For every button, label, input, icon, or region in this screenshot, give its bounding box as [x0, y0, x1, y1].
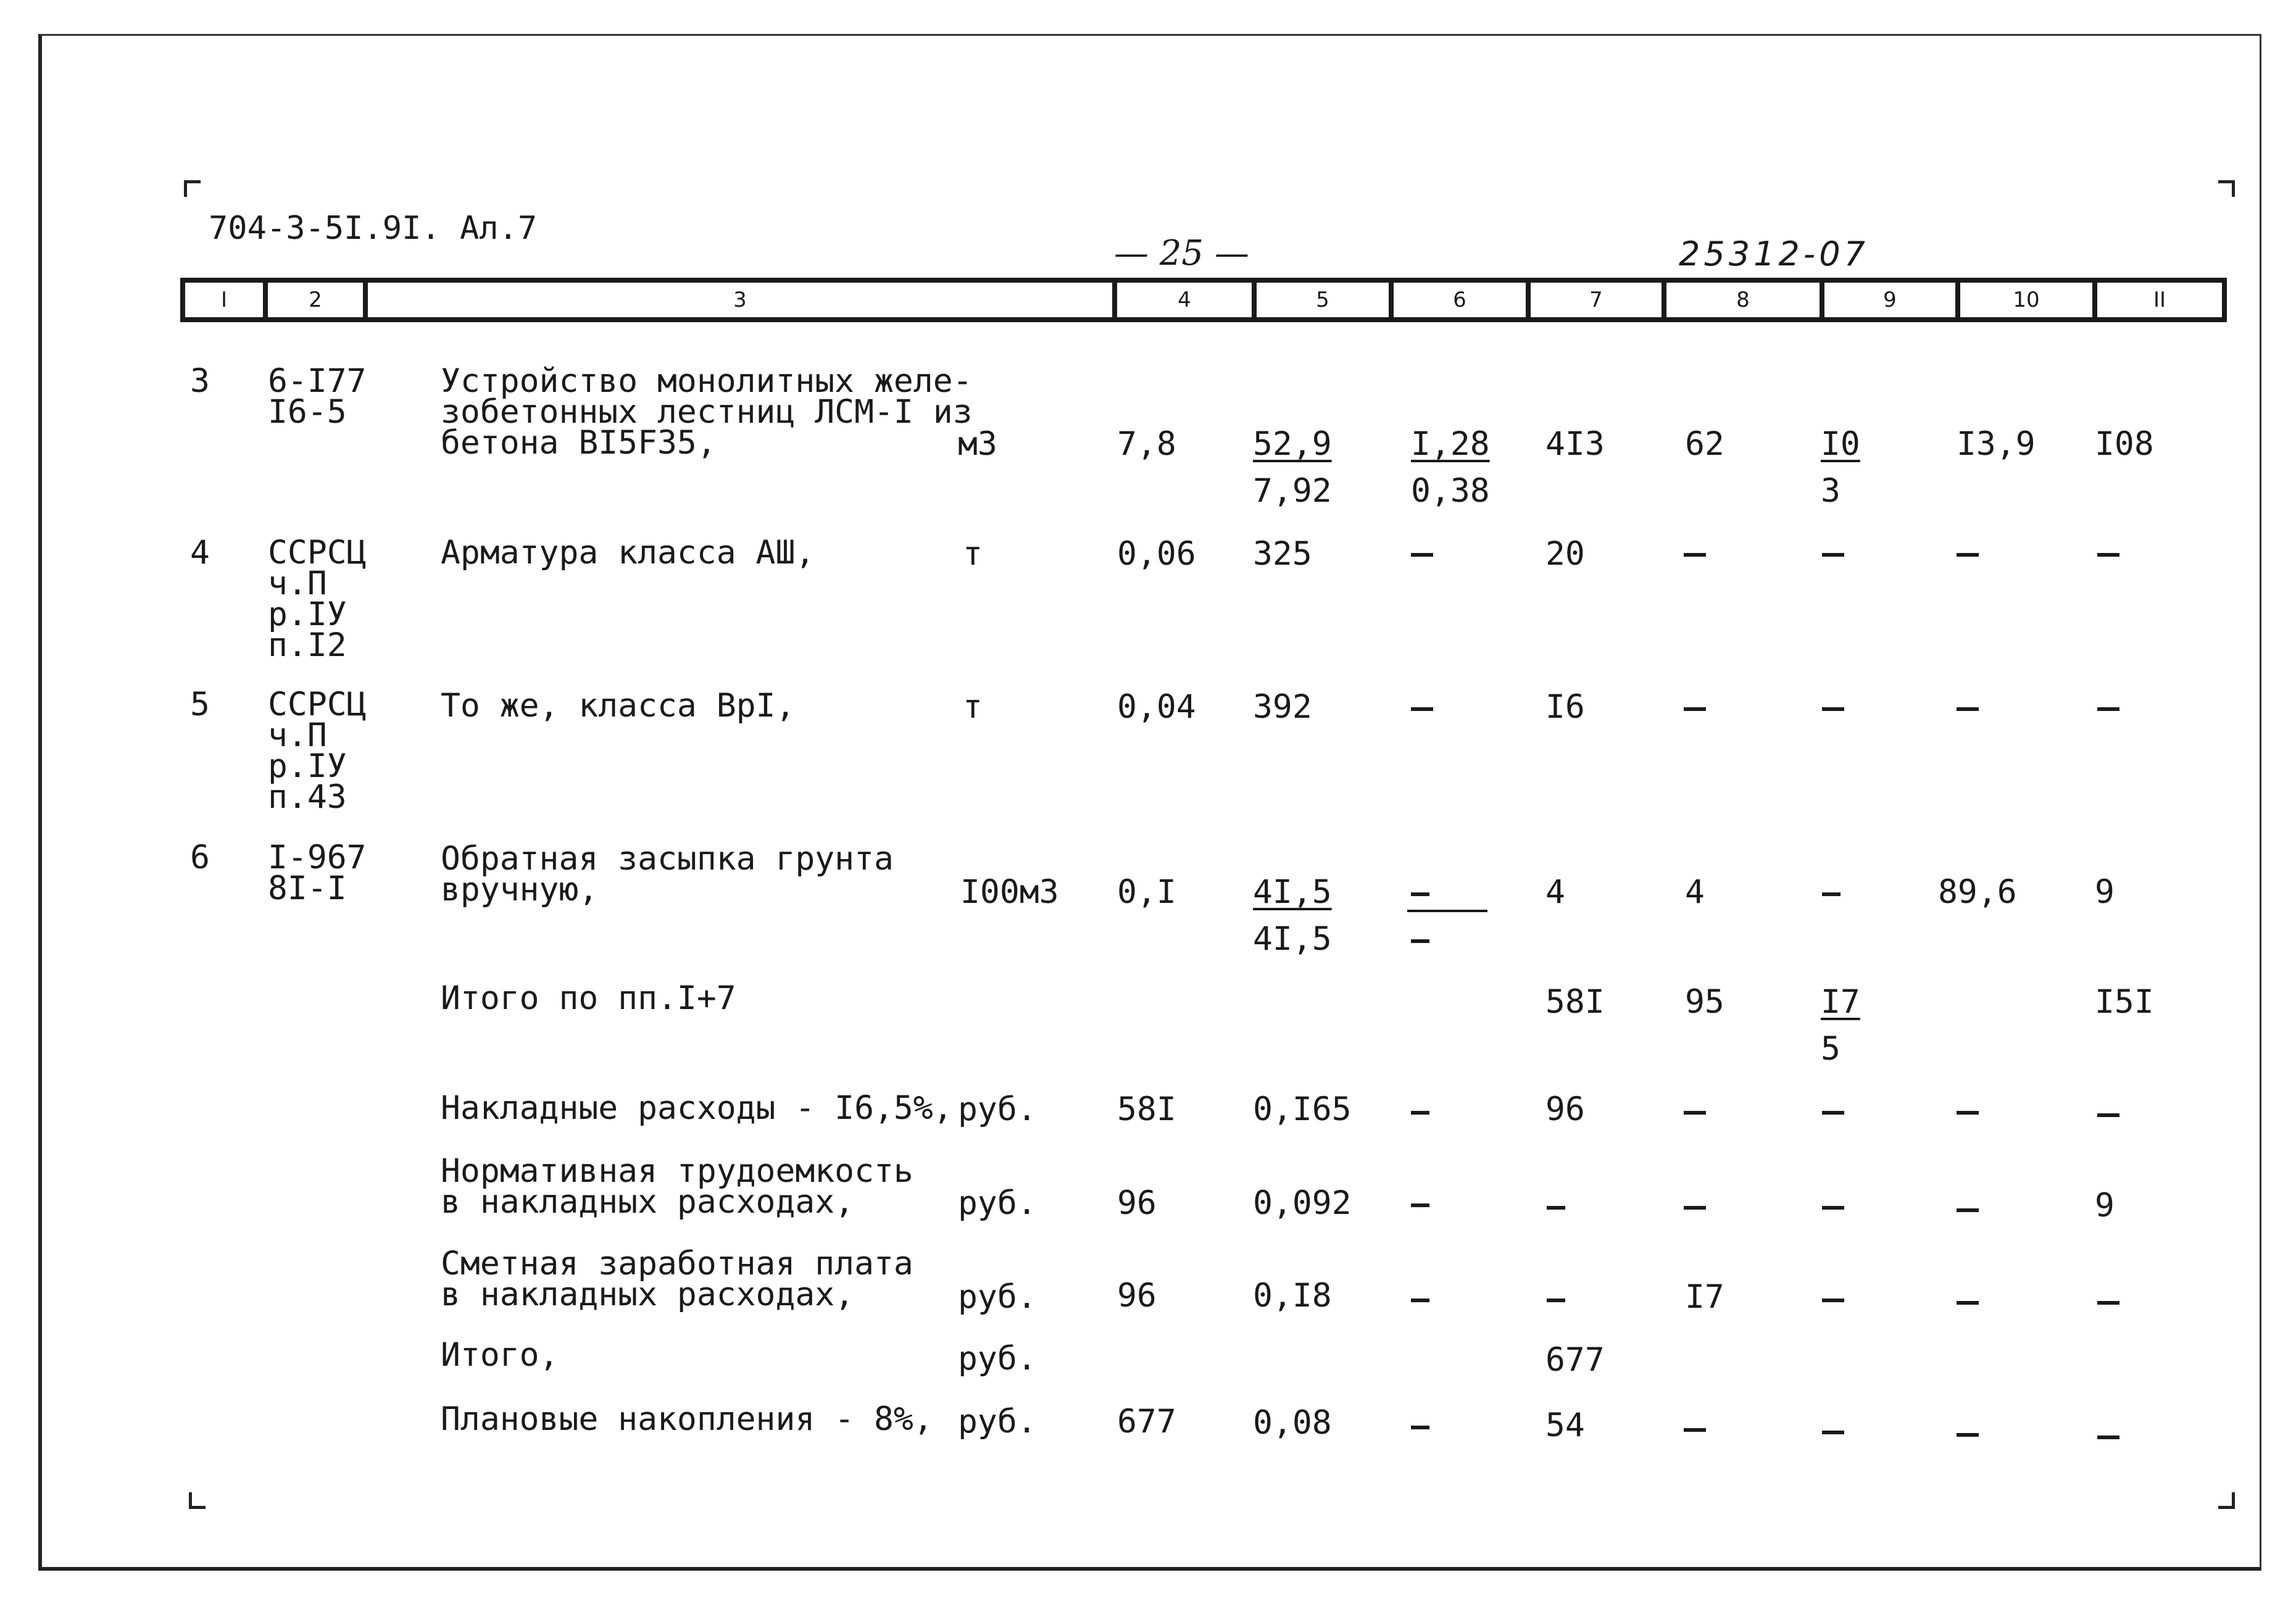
- empty-dash: [1822, 1206, 1844, 1210]
- total-cost: 20: [1545, 535, 1585, 573]
- labor-unit: I3,9: [1957, 425, 2036, 463]
- column-header: II: [2153, 288, 2166, 312]
- empty-dash: [1411, 1426, 1429, 1429]
- labor-unit: 89,6: [1938, 873, 2017, 911]
- rate-code: I6-5: [268, 393, 347, 431]
- unit-cost-total: 52,9: [1253, 425, 1332, 463]
- corner-mark: [2218, 1492, 2235, 1509]
- unit: т: [963, 535, 983, 573]
- row-number: 6: [190, 839, 210, 876]
- quantity: 96: [1117, 1184, 1157, 1222]
- total-cost: 677: [1545, 1341, 1605, 1379]
- wages-total: 95: [1685, 983, 1724, 1021]
- column-header: 5: [1257, 283, 1394, 317]
- corner-mark: [2218, 180, 2235, 197]
- unit: I00м3: [960, 873, 1059, 911]
- machine-total: I7: [1821, 983, 1860, 1021]
- fraction-line: [1407, 910, 1487, 912]
- total-label: Итого,: [441, 1336, 559, 1374]
- quantity: 0,06: [1117, 535, 1196, 573]
- unit-cost-wages: 4I,5: [1253, 920, 1332, 958]
- empty-dash: [1411, 892, 1429, 896]
- column-header: 9: [1824, 283, 1960, 317]
- rate: 0,08: [1253, 1404, 1332, 1442]
- rate: 0,I8: [1253, 1277, 1332, 1315]
- empty-dash: [1957, 553, 1979, 557]
- total-cost: 58I: [1545, 983, 1605, 1021]
- quantity: 677: [1117, 1403, 1176, 1440]
- machine-total: I0: [1821, 425, 1860, 463]
- column-header: 8: [1666, 283, 1824, 317]
- rate: 0,I65: [1253, 1091, 1352, 1128]
- empty-dash: [1822, 892, 1841, 896]
- empty-dash: [1547, 1206, 1565, 1210]
- total-cost: 4I3: [1545, 425, 1605, 463]
- empty-dash: [1547, 1299, 1565, 1302]
- empty-dash: [1822, 1431, 1844, 1434]
- empty-dash: [1957, 1208, 1979, 1212]
- empty-dash: [1957, 707, 1979, 711]
- labor-norm-label: в накладных расходах,: [441, 1183, 855, 1221]
- empty-dash: [1684, 1428, 1706, 1432]
- work-description: Устройство монолитных желе-: [441, 362, 973, 400]
- rate-code: п.43: [268, 778, 347, 816]
- work-description: вручную,: [441, 871, 599, 908]
- empty-dash: [1822, 707, 1844, 711]
- machine-wages: 0,38: [1411, 472, 1490, 510]
- empty-dash: [1957, 1433, 1979, 1437]
- empty-dash: [1822, 1111, 1844, 1115]
- quantity: 7,8: [1117, 425, 1176, 463]
- document-code: 704-3-5I.9I. Ал.7: [209, 210, 538, 247]
- empty-dash: [1411, 1203, 1429, 1207]
- quantity: 0,04: [1117, 688, 1196, 726]
- machine-wages-total: 3: [1821, 472, 1841, 510]
- rate-code: ССРСЦ: [268, 534, 367, 571]
- empty-dash: [1822, 1299, 1844, 1302]
- empty-dash: [2097, 1301, 2119, 1305]
- machine-wages-total: 5: [1821, 1030, 1841, 1068]
- rate-code: ч.П: [268, 717, 327, 754]
- unit-cost-total: 4I,5: [1253, 873, 1332, 911]
- empty-dash: [1411, 939, 1429, 943]
- empty-dash: [1957, 1301, 1979, 1305]
- empty-dash: [2097, 707, 2119, 711]
- overhead-label: Накладные расходы - I6,5%,: [441, 1089, 953, 1127]
- unit-cost-total: 392: [1253, 688, 1312, 726]
- unit: т: [963, 688, 983, 726]
- labor-total: 9: [2095, 1187, 2115, 1224]
- labor-norm-label: Нормативная трудоемкость: [441, 1152, 913, 1190]
- empty-dash: [1411, 707, 1433, 711]
- column-header: 2: [268, 283, 368, 317]
- empty-dash: [1684, 1111, 1706, 1115]
- column-header: 7: [1531, 283, 1666, 317]
- column-header: 4: [1117, 283, 1257, 317]
- unit: руб.: [958, 1340, 1037, 1378]
- empty-dash: [1411, 553, 1433, 557]
- column-header: 6: [1394, 283, 1531, 317]
- rate-code: п.I2: [268, 626, 347, 664]
- corner-mark: [189, 1492, 206, 1509]
- row-number: 4: [190, 534, 210, 571]
- column-header: 3: [368, 283, 1117, 317]
- empty-dash: [1684, 553, 1706, 557]
- row-number: 3: [190, 362, 210, 400]
- empty-dash: [1684, 707, 1706, 711]
- unit: руб.: [958, 1403, 1037, 1440]
- rate-code: р.IУ: [268, 747, 347, 785]
- empty-dash: [1684, 1206, 1706, 1210]
- corner-mark: [184, 180, 201, 197]
- unit-cost-wages: 7,92: [1253, 472, 1332, 510]
- quantity: 58I: [1117, 1091, 1176, 1128]
- empty-dash: [1411, 1111, 1429, 1115]
- unit-cost-total: 325: [1253, 535, 1312, 573]
- quantity: 96: [1117, 1277, 1157, 1315]
- wages-total: 4: [1685, 873, 1705, 911]
- total-cost: 96: [1545, 1091, 1585, 1128]
- empty-dash: [1822, 553, 1844, 557]
- subtotal-label: Итого по пп.I+7: [441, 979, 736, 1017]
- column-header: 10: [1960, 283, 2097, 317]
- rate-code: р.IУ: [268, 596, 347, 633]
- rate-code: I-967: [268, 839, 367, 876]
- machine-cost: I,28: [1411, 425, 1490, 463]
- rate-code: ССРСЦ: [268, 686, 367, 723]
- empty-dash: [2097, 1436, 2119, 1439]
- wages-total: I7: [1685, 1278, 1724, 1316]
- column-header-row: [180, 278, 2227, 322]
- wages-total: 62: [1685, 425, 1724, 463]
- work-description: Обратная засыпка грунта: [441, 840, 894, 878]
- labor-total: I5I: [2095, 983, 2154, 1021]
- unit: руб.: [958, 1091, 1037, 1128]
- planned-savings-label: Плановые накопления - 8%,: [441, 1400, 933, 1438]
- work-description: зобетонных лестниц ЛСМ-I из: [441, 393, 973, 431]
- unit: м3: [958, 425, 997, 463]
- page-number: — 25 —: [1114, 233, 1249, 273]
- labor-total: 9: [2095, 873, 2115, 911]
- unit: руб.: [958, 1184, 1037, 1222]
- work-description: бетона BI5F35,: [441, 424, 717, 462]
- unit: руб.: [958, 1278, 1037, 1316]
- sheet-reference: 25312-07: [1679, 235, 1869, 273]
- row-number: 5: [190, 686, 210, 723]
- column-header: I: [185, 283, 268, 317]
- work-description: Арматура класса АШ,: [441, 534, 815, 571]
- rate-code: 8I-I: [268, 870, 347, 907]
- rate-code: 6-I77: [268, 362, 367, 400]
- wages-label: Сметная заработная плата: [441, 1245, 913, 1282]
- total-cost: 54: [1545, 1407, 1585, 1444]
- total-cost: 4: [1545, 873, 1565, 911]
- rate-code: ч.П: [268, 565, 327, 602]
- wages-label: в накладных расходах,: [441, 1276, 855, 1313]
- empty-dash: [1957, 1111, 1979, 1115]
- labor-total: I08: [2095, 425, 2154, 463]
- empty-dash: [2097, 553, 2119, 557]
- total-cost: I6: [1545, 688, 1585, 726]
- quantity: 0,I: [1117, 873, 1176, 911]
- work-description: То же, класса BpI,: [441, 687, 796, 725]
- empty-dash: [1411, 1299, 1429, 1302]
- empty-dash: [2097, 1113, 2119, 1117]
- rate: 0,092: [1253, 1184, 1352, 1222]
